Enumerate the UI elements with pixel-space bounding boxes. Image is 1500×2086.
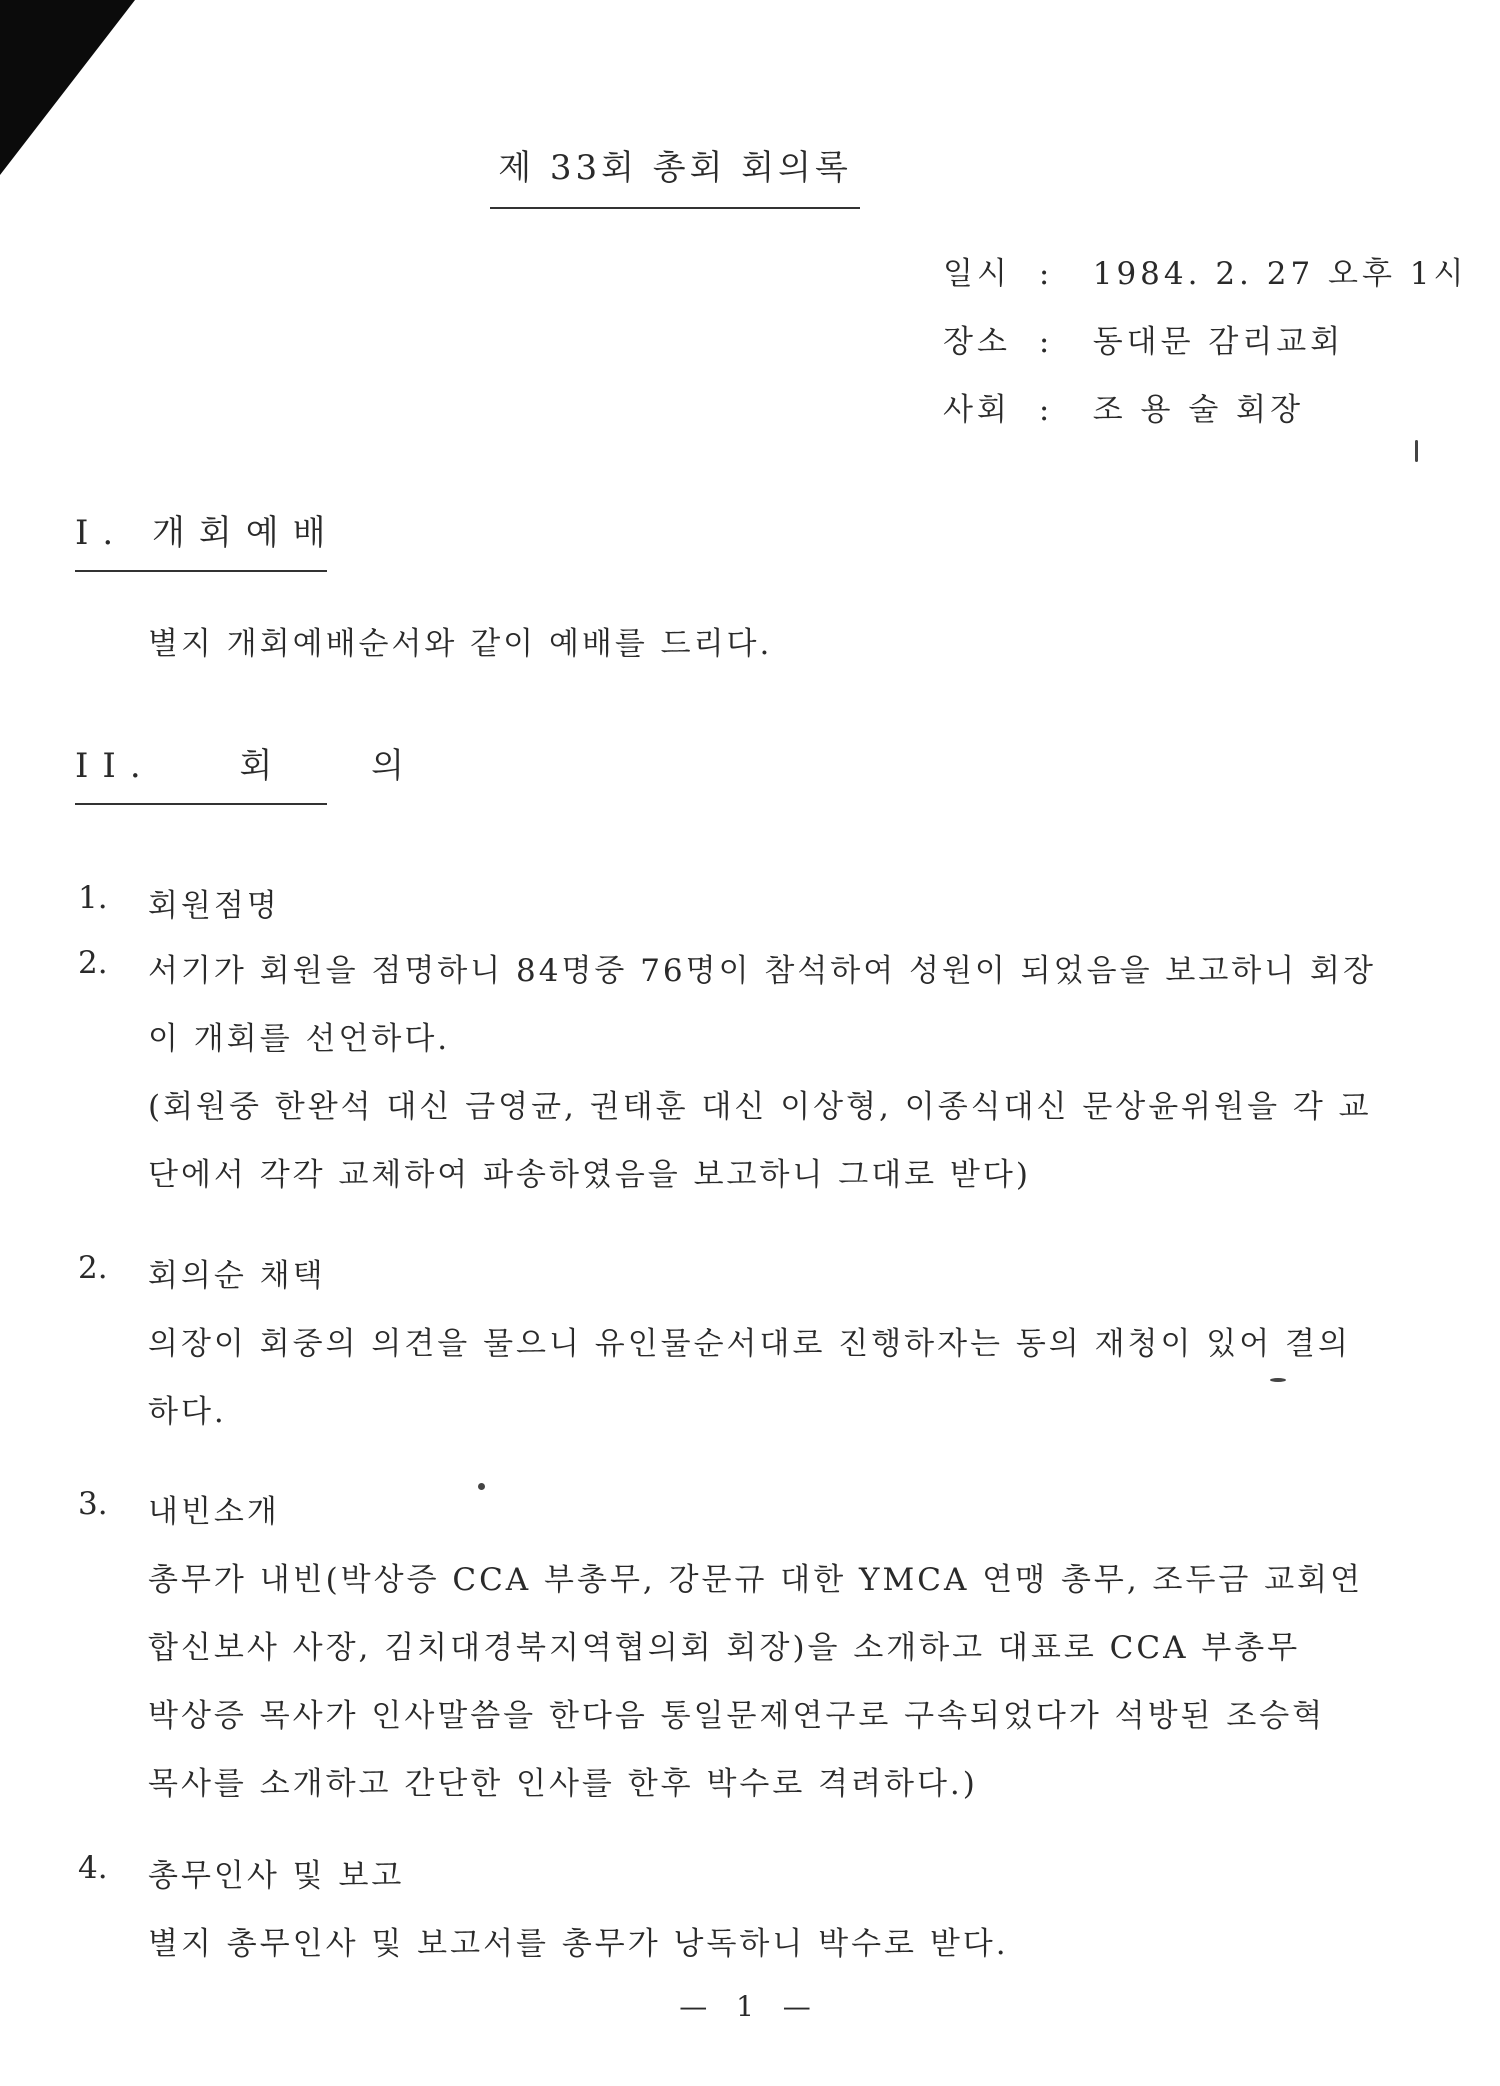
- meta-separator: :: [1038, 256, 1054, 292]
- item-number: 3.: [78, 1486, 108, 1522]
- section-heading-opening-worship: I. 개회예배: [75, 505, 327, 572]
- meta-separator: :: [1038, 324, 1054, 360]
- meta-chair-value: 조 용 술 회장: [1092, 392, 1305, 428]
- meeting-info: [943, 240, 1467, 444]
- item-title: 총무인사 및 보고: [148, 1858, 405, 1894]
- item-title: 회원점명: [148, 888, 280, 924]
- item-body-line: 목사를 소개하고 간단한 인사를 한후 박수로 격려하다.): [148, 1766, 978, 1802]
- scan-corner-mark: [0, 0, 135, 175]
- item-body-line: 하다.: [148, 1394, 227, 1430]
- item-number: 4.: [78, 1850, 108, 1886]
- item-title: 서기가 회원을 점명하니 84명중 76명이 참석하여 성원이 되었음을 보고하니 회장: [148, 953, 1376, 989]
- item-body-line: 합신보사 사장, 김치대경북지역협의회 회장)을 소개하고 대표로 CCA 부총무: [148, 1630, 1301, 1666]
- item-body-line: 단에서 각각 교체하여 파송하였음을 보고하니 그대로 받다): [148, 1157, 1031, 1193]
- scan-speck: [1415, 440, 1418, 462]
- item-number: 1.: [78, 880, 108, 916]
- item-body-line: 박상증 목사가 인사말씀을 한다음 통일문제연구로 구속되었다가 석방된 조승혁: [148, 1698, 1326, 1734]
- item-number: 2.: [78, 945, 108, 981]
- meta-date-value: 1984. 2. 27 오후 1시: [1092, 256, 1468, 292]
- meta-chair-row: [943, 376, 1467, 444]
- page-number: — 1 —: [679, 1990, 821, 2023]
- item-body-line: 별지 총무인사 및 보고서를 총무가 낭독하니 박수로 받다.: [148, 1926, 1009, 1962]
- item-body-line: 의장이 회중의 의견을 물으니 유인물순서대로 진행하자는 동의 재청이 있어 결의: [148, 1326, 1351, 1362]
- item-title: 회의순 채택: [148, 1258, 326, 1294]
- meta-place-label: 장소: [943, 324, 1011, 360]
- item-body-line: 총무가 내빈(박상증 CCA 부총무, 강문규 대한 YMCA 연맹 총무, 조두금 교회연: [148, 1562, 1364, 1598]
- meta-separator: :: [1038, 392, 1054, 428]
- section-heading-meeting: II. 회 의: [75, 738, 327, 805]
- item-body-line: (회원중 한완석 대신 금영균, 권태훈 대신 이상형, 이종식대신 문상윤위원을 각 교: [148, 1089, 1372, 1125]
- meta-chair-label: 사회: [943, 392, 1011, 428]
- item-body-line: 이 개회를 선언하다.: [148, 1021, 451, 1057]
- item-number: 2.: [78, 1250, 108, 1286]
- item-title: 내빈소개: [148, 1494, 280, 1530]
- document-title: 제 33회 총회 회의록: [490, 140, 860, 209]
- scan-speck: [478, 1483, 485, 1490]
- meta-place-value: 동대문 감리교회: [1092, 324, 1345, 360]
- meta-date-label: 일시: [943, 256, 1011, 292]
- section-body-text: 별지 개회예배순서와 같이 예배를 드리다.: [148, 626, 773, 662]
- meta-date-row: [943, 240, 1467, 308]
- scan-speck: [1270, 1378, 1286, 1382]
- meta-place-row: [943, 308, 1467, 376]
